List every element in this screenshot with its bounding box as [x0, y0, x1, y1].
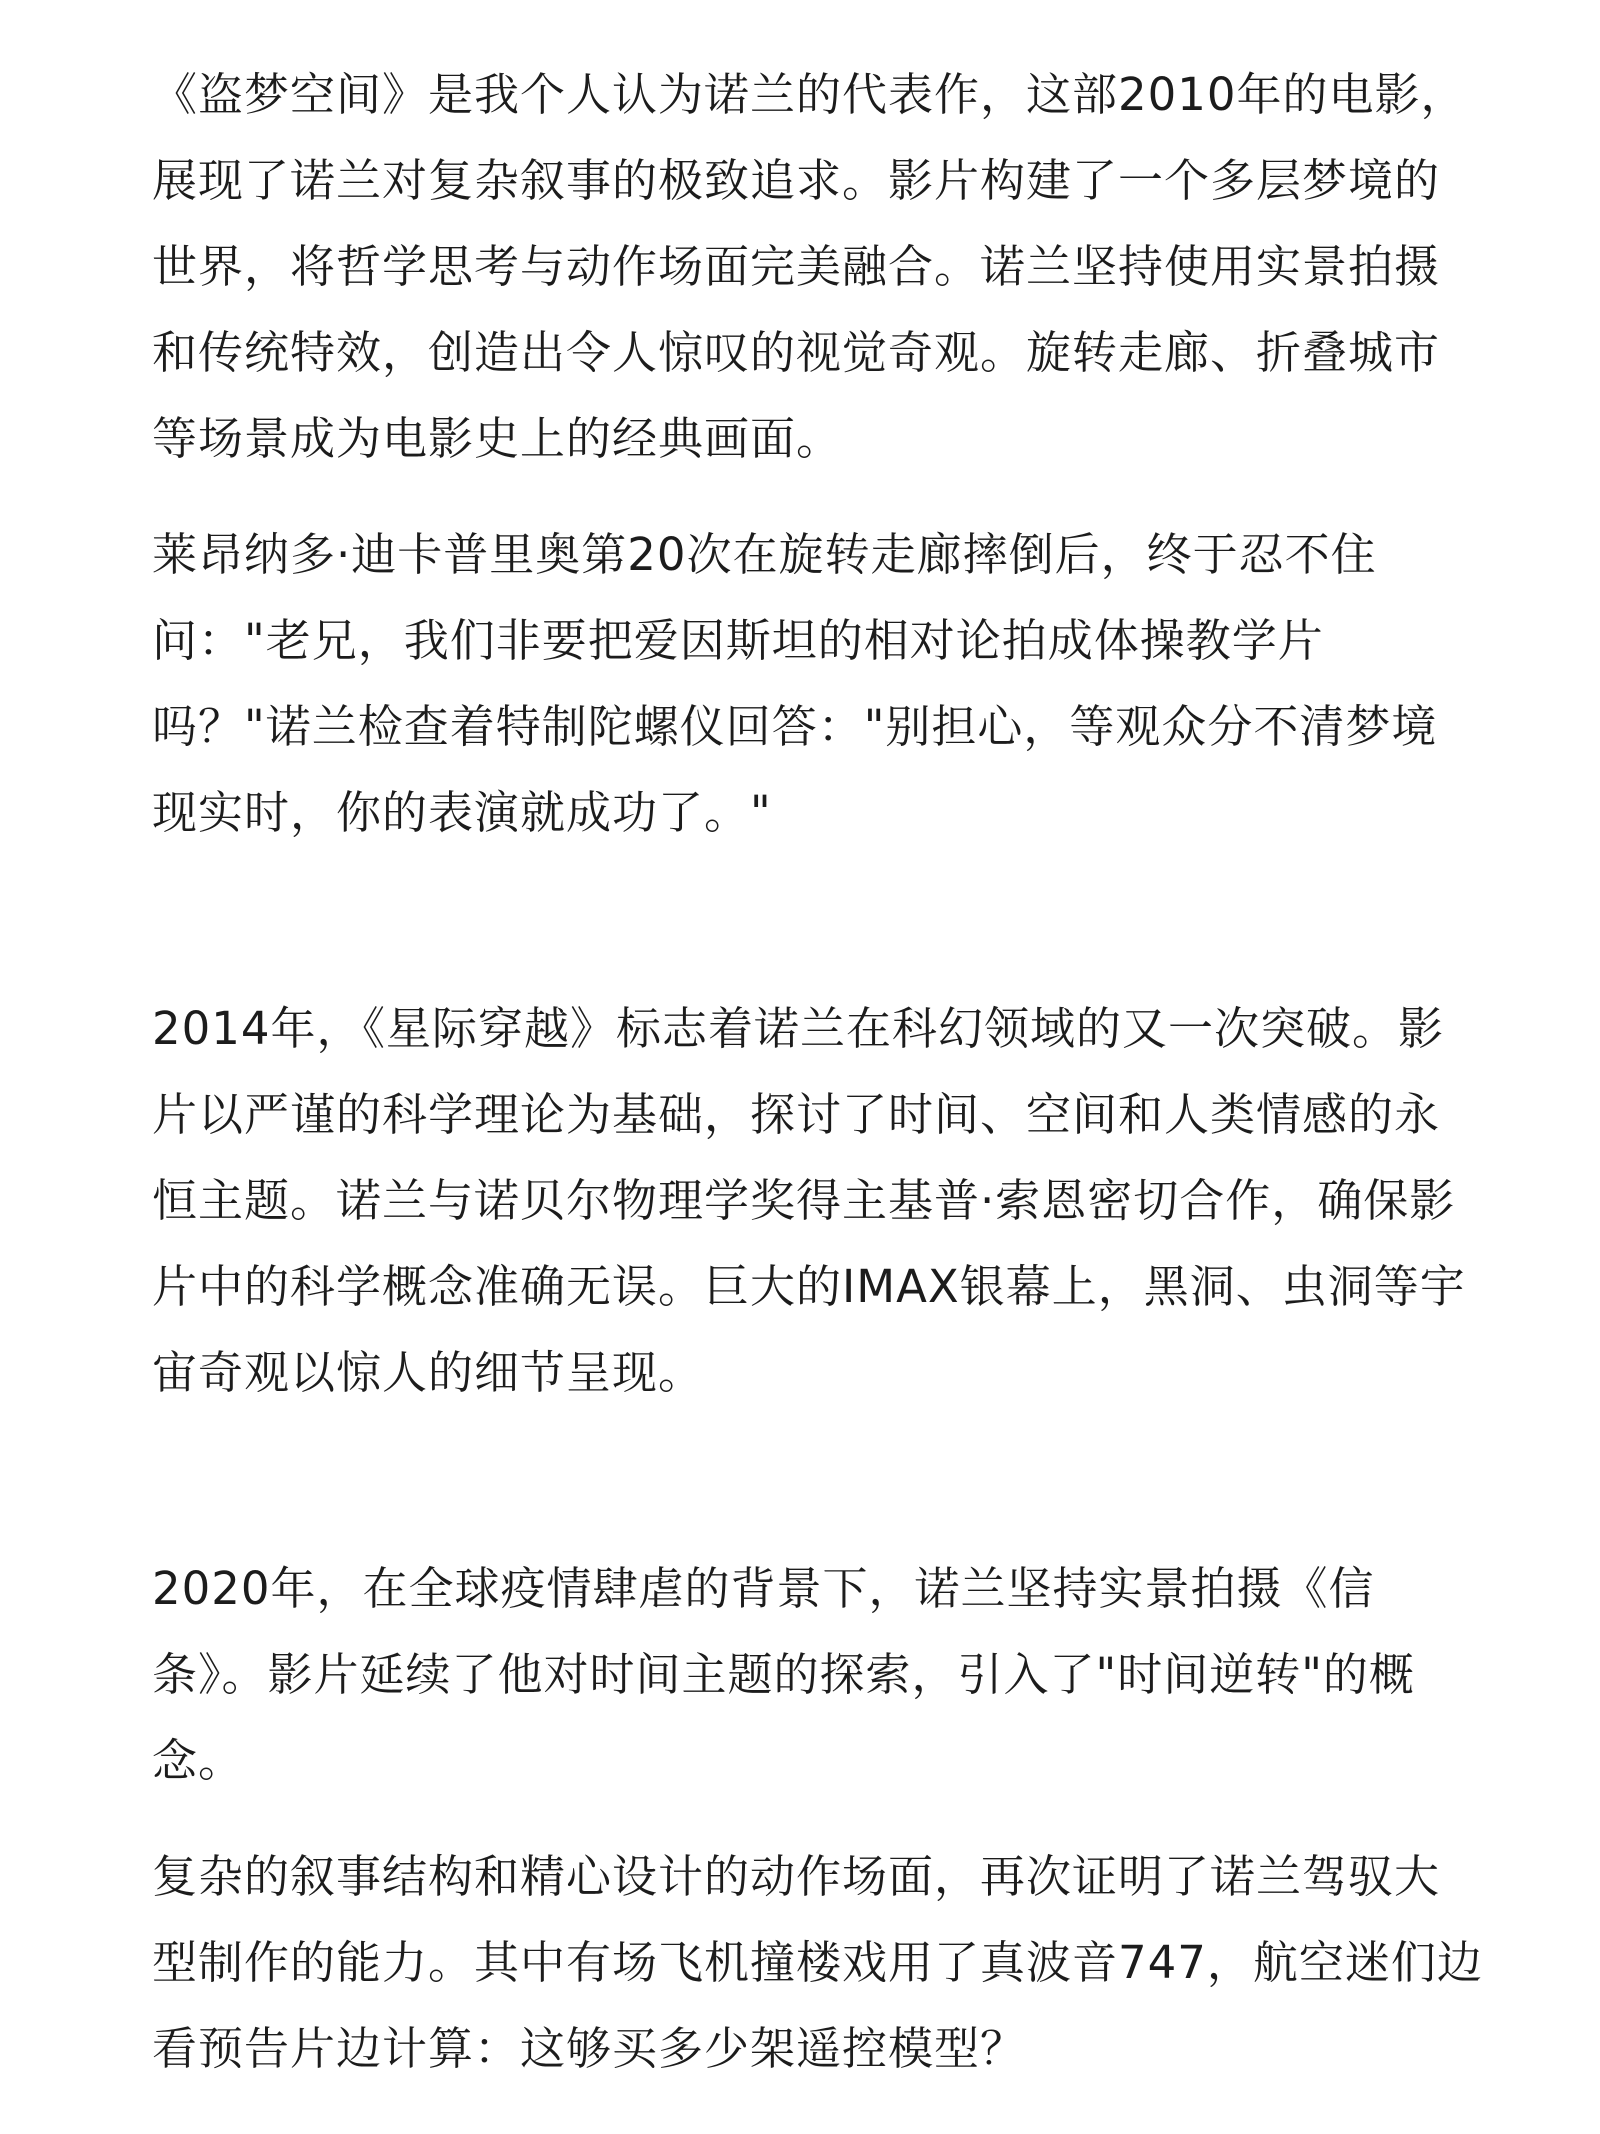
text-line: 莱昂纳多·迪卡普里奥第20次在旋转走廊摔倒后，终于忍不住	[152, 528, 1377, 581]
text-line: 宙奇观以惊人的细节呈现。	[152, 1346, 705, 1399]
text-line: 2020年，在全球疫情肆虐的背景下，诺兰坚持实景拍摄《信	[152, 1562, 1375, 1615]
text-line: 片以严谨的科学理论为基础，探讨了时间、空间和人类情感的永	[152, 1088, 1441, 1141]
text-line: 2014年，《星际穿越》标志着诺兰在科幻领域的又一次突破。影	[152, 1002, 1445, 1055]
text-line: 吗？"诺兰检查着特制陀螺仪回答："别担心，等观众分不清梦境	[152, 700, 1438, 753]
text-line: 型制作的能力。其中有场飞机撞楼戏用了真波音747，航空迷们边	[152, 1936, 1483, 1989]
paragraph-anecdote	[152, 512, 1472, 856]
text-line: 恒主题。诺兰与诺贝尔物理学奖得主基普·索恩密切合作，确保影	[152, 1174, 1456, 1227]
text-line: 看预告片边计算：这够买多少架遥控模型？	[152, 2022, 1027, 2075]
text-line: 和传统特效，创造出令人惊叹的视觉奇观。旋转走廊、折叠城市	[152, 326, 1441, 379]
paragraph-boeing	[152, 1834, 1483, 2092]
text-line: 念。	[152, 1734, 245, 1787]
text-line: 问："老兄，我们非要把爱因斯坦的相对论拍成体操教学片	[152, 614, 1324, 667]
text-line: 现实时，你的表演就成功了。"	[152, 786, 772, 839]
text-line: 等场景成为电影史上的经典画面。	[152, 412, 843, 465]
paragraph-spacer	[152, 1804, 1472, 1834]
text-line: 条》。影片延续了他对时间主题的探索，引入了"时间逆转"的概	[152, 1648, 1415, 1701]
article-body	[152, 52, 1483, 2092]
paragraph-tenet	[152, 1546, 1472, 1804]
paragraph-spacer	[152, 1416, 1472, 1546]
text-line: 片中的科学概念准确无误。巨大的IMAX银幕上，黑洞、虫洞等宇	[152, 1260, 1466, 1313]
text-line: 展现了诺兰对复杂叙事的极致追求。影片构建了一个多层梦境的	[152, 154, 1441, 207]
paragraph-spacer	[152, 856, 1472, 986]
text-line: 世界，将哲学思考与动作场面完美融合。诺兰坚持使用实景拍摄	[152, 240, 1441, 293]
paragraph-interstellar	[152, 986, 1472, 1416]
text-line: 复杂的叙事结构和精心设计的动作场面，再次证明了诺兰驾驭大	[152, 1850, 1441, 1903]
text-line: 《盗梦空间》是我个人认为诺兰的代表作，这部2010年的电影，	[152, 68, 1467, 121]
paragraph-spacer	[152, 482, 1472, 512]
paragraph-inception	[152, 52, 1472, 482]
